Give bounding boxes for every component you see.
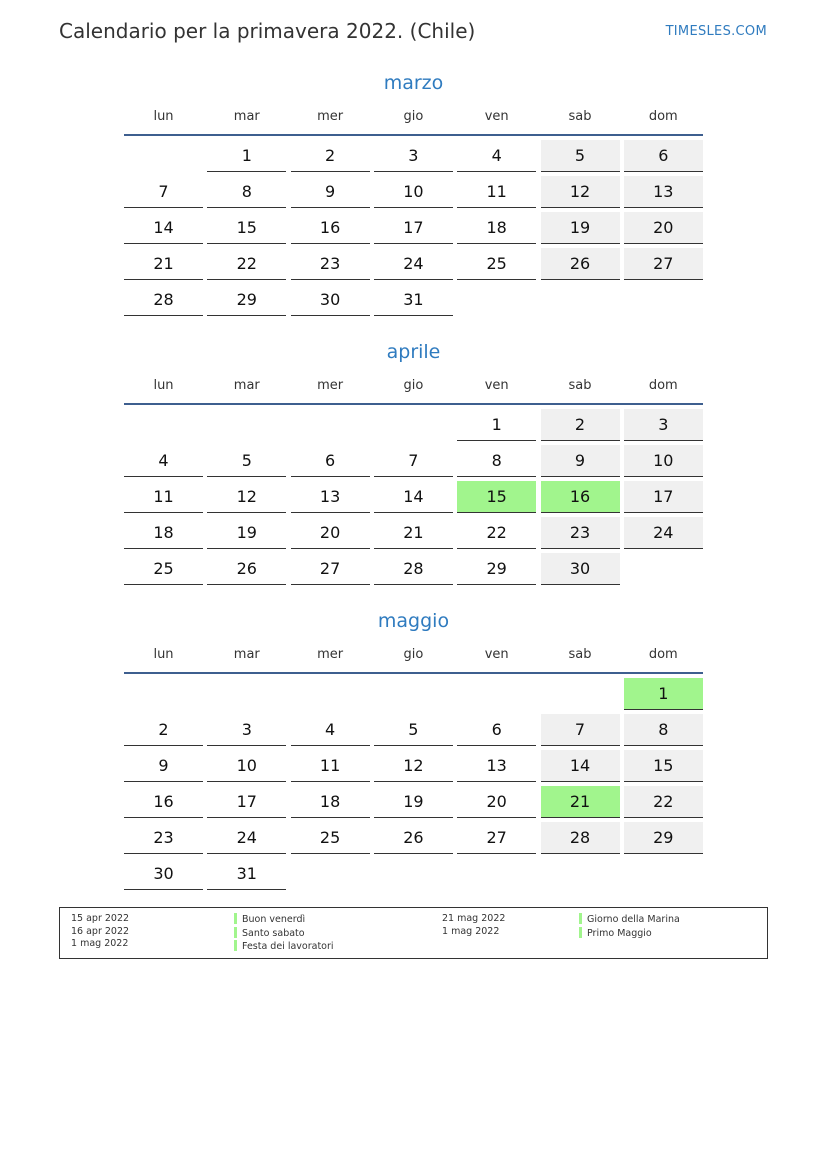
day-cell: 4 [291,714,370,746]
legend-color-swatch [579,927,582,938]
header-divider [124,403,703,405]
day-cell: 8 [457,445,536,477]
day-cell: 17 [207,786,286,818]
weekday-label: ven [484,647,509,662]
legend-entry [234,940,334,954]
weekday-header [124,376,703,396]
day-cell: 9 [291,176,370,208]
weekday-label: ven [484,109,509,124]
month-marzo [124,71,703,320]
day-cell: 2 [291,140,370,172]
weekday-label: gio [403,109,424,124]
day-cell: 13 [624,176,703,208]
day-cell: 29 [457,553,536,585]
month-title: aprile [386,341,441,363]
day-cell: 27 [457,822,536,854]
legend-right-names [579,913,680,940]
weekday-label: mar [233,647,260,662]
day-cell: 2 [541,409,620,441]
legend-holiday-name: Festa dei lavoratori [242,941,334,952]
legend-date: 15 apr 2022 [71,913,130,924]
holiday-legend [59,907,768,959]
day-cell: 6 [291,445,370,477]
day-cell: 28 [374,553,453,585]
day-cell: 3 [374,140,453,172]
legend-entry [234,927,334,941]
day-grid [124,678,703,894]
legend-entry [234,913,334,927]
day-cell: 21 [374,517,453,549]
day-cell-holiday: 21 [541,786,620,818]
day-cell: 14 [124,212,203,244]
day-cell: 18 [124,517,203,549]
day-cell: 11 [457,176,536,208]
day-cell: 27 [624,248,703,280]
day-cell: 26 [207,553,286,585]
day-cell: 10 [374,176,453,208]
day-cell: 17 [624,481,703,513]
brand-link[interactable]: TIMESLES.COM [665,24,767,39]
day-cell: 9 [541,445,620,477]
day-cell: 22 [457,517,536,549]
legend-entry [579,913,680,927]
day-cell: 5 [541,140,620,172]
day-cell: 15 [624,750,703,782]
day-cell: 23 [124,822,203,854]
month-title: marzo [383,72,444,94]
day-cell: 19 [207,517,286,549]
legend-date: 21 mag 2022 [442,913,506,924]
legend-date: 1 mag 2022 [71,938,129,949]
day-cell: 7 [374,445,453,477]
day-cell: 31 [374,284,453,316]
weekday-label: lun [153,109,174,124]
day-cell: 4 [124,445,203,477]
weekday-header [124,107,703,127]
weekday-label: mer [317,378,344,393]
day-cell: 18 [291,786,370,818]
day-cell: 30 [291,284,370,316]
day-cell: 11 [291,750,370,782]
weekday-label: sab [568,378,592,393]
weekday-label: dom [648,378,678,393]
day-cell: 8 [624,714,703,746]
day-cell: 19 [541,212,620,244]
day-cell: 11 [124,481,203,513]
day-cell: 25 [291,822,370,854]
day-cell: 13 [457,750,536,782]
day-cell: 29 [207,284,286,316]
weekday-label: dom [648,647,678,662]
day-cell-holiday: 15 [457,481,536,513]
weekday-label: gio [403,378,424,393]
weekday-label: sab [568,109,592,124]
legend-holiday-name: Giorno della Marina [587,914,680,925]
day-cell: 24 [207,822,286,854]
weekday-label: sab [568,647,592,662]
day-cell: 23 [291,248,370,280]
day-cell: 27 [291,553,370,585]
day-cell: 28 [124,284,203,316]
legend-left-names [234,913,334,954]
legend-color-swatch [579,913,582,924]
page-title: Calendario per la primavera 2022. (Chile) [59,19,476,43]
legend-entry [579,927,680,941]
day-cell: 16 [124,786,203,818]
day-cell: 26 [541,248,620,280]
day-cell: 21 [124,248,203,280]
day-cell: 19 [374,786,453,818]
day-cell: 20 [291,517,370,549]
weekday-label: lun [153,378,174,393]
day-cell: 14 [374,481,453,513]
day-cell: 22 [624,786,703,818]
day-cell: 14 [541,750,620,782]
day-cell: 25 [124,553,203,585]
day-cell: 6 [624,140,703,172]
day-cell: 3 [624,409,703,441]
weekday-label: lun [153,647,174,662]
header-divider [124,672,703,674]
legend-color-swatch [234,927,237,938]
legend-holiday-name: Primo Maggio [587,927,652,939]
day-cell: 8 [207,176,286,208]
weekday-label: mer [317,647,344,662]
day-cell: 12 [207,481,286,513]
day-cell: 20 [624,212,703,244]
legend-date: 16 apr 2022 [71,925,130,937]
legend-color-swatch [234,940,237,951]
month-maggio [124,609,703,894]
day-cell: 24 [374,248,453,280]
day-cell: 18 [457,212,536,244]
weekday-label: mar [233,109,260,124]
day-cell: 26 [374,822,453,854]
month-title: maggio [377,610,450,632]
day-cell: 23 [541,517,620,549]
day-cell: 5 [374,714,453,746]
header-divider [124,134,703,136]
day-cell: 22 [207,248,286,280]
day-cell-holiday: 1 [624,678,703,710]
day-cell: 30 [124,858,203,890]
weekday-label: mar [233,378,260,393]
day-cell: 13 [291,481,370,513]
weekday-label: ven [484,378,509,393]
day-cell: 1 [457,409,536,441]
day-cell: 31 [207,858,286,890]
legend-left-dates [71,913,129,951]
day-cell: 10 [207,750,286,782]
day-grid [124,409,703,589]
weekday-label: dom [648,109,678,124]
day-cell: 6 [457,714,536,746]
day-cell: 7 [541,714,620,746]
legend-holiday-name: Santo sabato [242,927,305,939]
weekday-label: mer [317,109,344,124]
legend-color-swatch [234,913,237,924]
legend-right-dates [442,913,505,938]
day-grid [124,140,703,320]
day-cell: 15 [207,212,286,244]
day-cell: 30 [541,553,620,585]
month-aprile [124,340,703,589]
legend-holiday-name: Buon venerdì [242,914,306,925]
day-cell: 28 [541,822,620,854]
legend-date: 1 mag 2022 [442,925,500,937]
day-cell: 2 [124,714,203,746]
day-cell: 29 [624,822,703,854]
day-cell: 1 [207,140,286,172]
day-cell: 20 [457,786,536,818]
day-cell: 25 [457,248,536,280]
day-cell: 24 [624,517,703,549]
day-cell: 12 [541,176,620,208]
day-cell: 7 [124,176,203,208]
day-cell: 17 [374,212,453,244]
day-cell: 3 [207,714,286,746]
weekday-header [124,645,703,665]
weekday-label: gio [403,647,424,662]
day-cell: 4 [457,140,536,172]
day-cell: 12 [374,750,453,782]
day-cell: 10 [624,445,703,477]
day-cell-holiday: 16 [541,481,620,513]
day-cell: 9 [124,750,203,782]
day-cell: 5 [207,445,286,477]
day-cell: 16 [291,212,370,244]
